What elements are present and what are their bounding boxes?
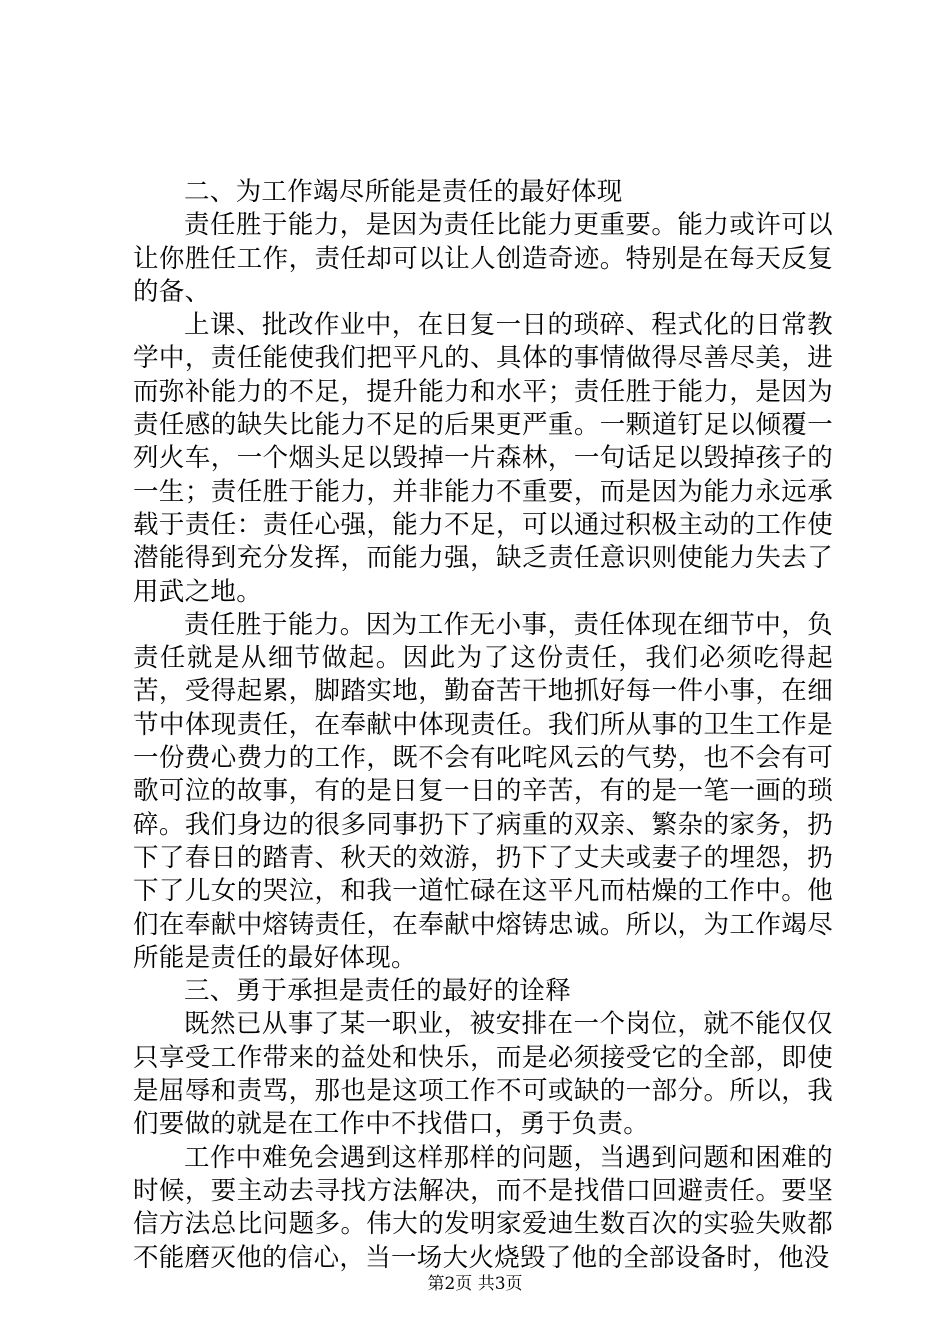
- paragraph: 责任胜于能力。因为工作无小事，责任体现在细节中，负责任就是从细节做起。因此为了这份责任，我们必须吃得起苦，受得起累，脚踏实地，勤奋苦干地抓好每一件小事，在细节中体现责任，在奉献中体现责任。我们所从事的卫生工作是一份费心费力的工作，既不会有叱咤风云的气势，也不会有可歌可泣的故事，有的是日复一日的辛苦，有的是一笔一画的琐碎。我们身边的很多同事扔下了病重的双亲、繁杂的家务，扔下了春日的踏青、秋天的效游，扔下了丈夫或妻子的埋怨，扔下了儿女的哭泣，和我一道忙碌在这平凡而枯燥的工作中。他们在奉献中熔铸责任，在奉献中熔铸忠诚。所以，为工作竭尽所能是责任的最好体现。: [133, 609, 833, 973]
- page-number-footer: 第2页 共3页: [427, 1274, 523, 1294]
- paragraph: 上课、批改作业中，在日复一日的琐碎、程式化的日常教学中，责任能使我们把平凡的、具体的事情做得尽善尽美，进而弥补能力的不足，提升能力和水平；责任胜于能力，是因为责任感的缺失比能力不足的后果更严重。一颗道钉足以倾覆一列火车，一个烟头足以毁掉一片森林，一句话足以毁掉孩子的一生；责任胜于能力，并非能力不重要，而是因为能力永远承载于责任：责任心强，能力不足，可以通过积极主动的工作使潜能得到充分发挥，而能力强，缺乏责任意识则使能力失去了用武之地。: [133, 310, 833, 607]
- section-heading: 二、为工作竭尽所能是责任的最好体现: [184, 177, 623, 207]
- paragraph: 工作中难免会遇到这样那样的问题，当遇到问题和困难的时候，要主动去寻找方法解决，而不是找借口回避责任。要坚信方法总比问题多。伟大的发明家爱迪生数百次的实验失败都不能磨灭他的信心，当一场大火烧毁了他的全部设备时，他没: [133, 1142, 833, 1273]
- section-heading: 三、勇于承担是责任的最好的诠释: [184, 976, 572, 1007]
- paragraph: 责任胜于能力，是因为责任比能力更重要。能力或许可以让你胜任工作，责任却可以让人创造奇迹。特别是在每天反复的备、: [133, 210, 833, 307]
- document-body: [133, 176, 833, 1275]
- paragraph: 既然已从事了某一职业，被安排在一个岗位，就不能仅仅只享受工作带来的益处和快乐，而是必须接受它的全部，即使是屈辱和责骂，那也是这项工作不可或缺的一部分。所以，我们要做的就是在工作中不找借口，勇于负责。: [133, 1009, 833, 1140]
